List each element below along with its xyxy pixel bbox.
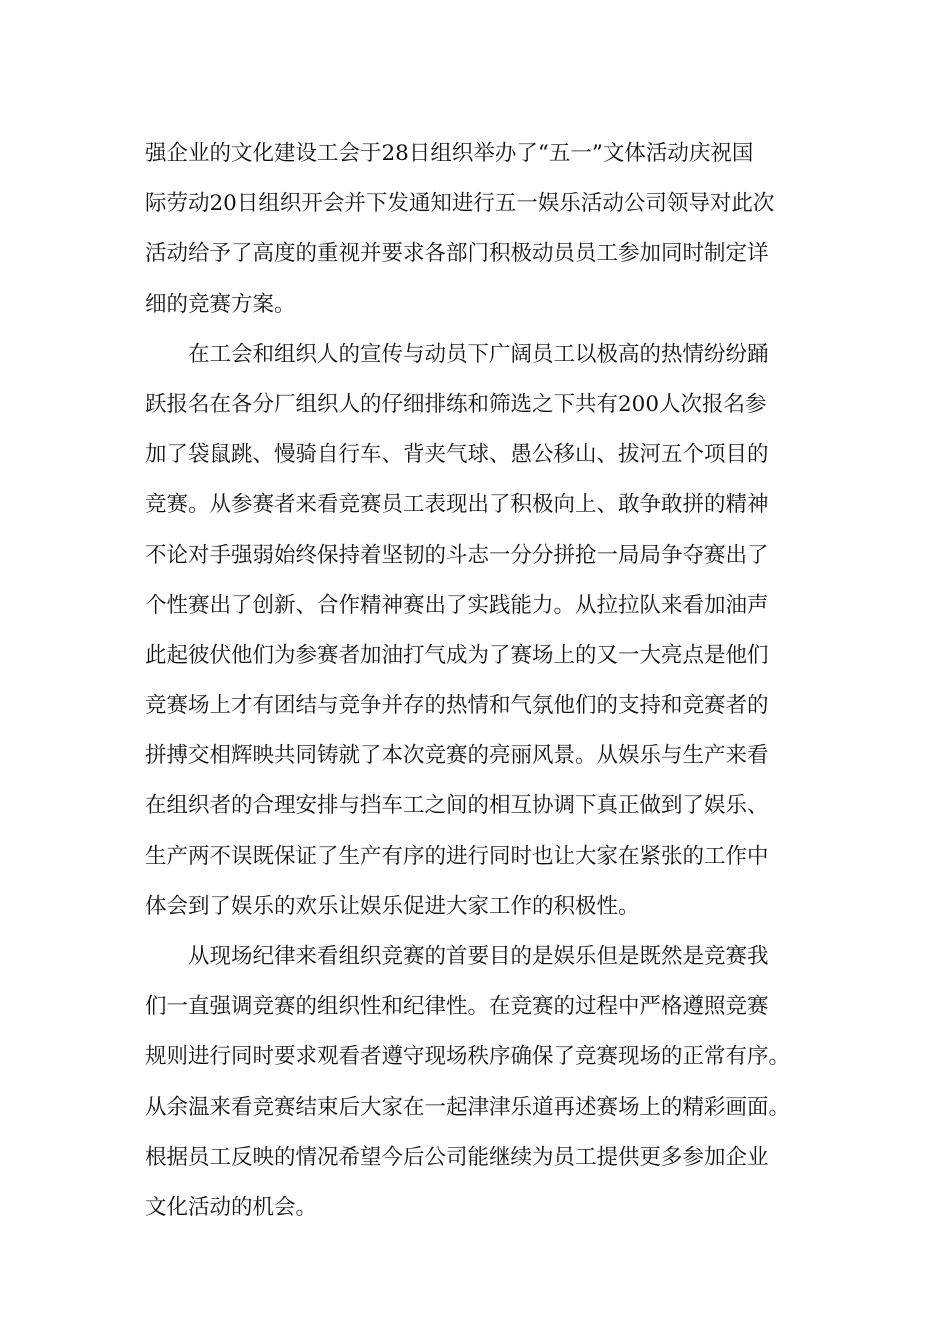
- text-line: 根据员工反映的情况希望今后公司能继续为员工提供更多参加企业: [145, 1144, 769, 1170]
- text-line: 此起彼伏他们为参赛者加油打气成为了赛场上的又一大亮点是他们: [145, 642, 769, 668]
- text-line: 活动给予了高度的重视并要求各部门积极动员员工参加同时制定详: [145, 241, 769, 267]
- paragraph-3: [145, 937, 810, 1238]
- text-line: 强企业的文化建设工会于28日组织举办了“五一”文体活动庆祝国: [145, 141, 754, 166]
- text-line: 拼搏交相辉映共同铸就了本次竞赛的亮丽风景。从娱乐与生产来看: [145, 743, 769, 769]
- text-line: 细的竞赛方案。: [145, 291, 296, 317]
- text-line: 生产两不误既保证了生产有序的进行同时也让大家在紧张的工作中: [145, 843, 769, 869]
- text-line: 个性赛出了创新、合作精神赛出了实践能力。从拉拉队来看加油声: [145, 592, 769, 618]
- text-line: 竞赛场上才有团结与竞争并存的热情和气氛他们的支持和竞赛者的: [145, 693, 769, 719]
- text-line: 规则进行同时要求观看者遵守现场秩序确保了竞赛现场的正常有序。: [145, 1044, 791, 1070]
- text-line: 从余温来看竞赛结束后大家在一起津津乐道再述赛场上的精彩画面。: [145, 1094, 791, 1120]
- text-line: 在组织者的合理安排与挡车工之间的相互协调下真正做到了娱乐、: [145, 793, 769, 819]
- text-line: 竞赛。从参赛者来看竞赛员工表现出了积极向上、敢争敢拼的精神: [145, 492, 769, 518]
- text-line: 在工会和组织人的宣传与动员下广阔员工以极高的热情纷纷踊: [188, 341, 769, 367]
- text-line: 文化活动的机会。: [145, 1194, 318, 1220]
- text-line: 加了袋鼠跳、慢骑自行车、背夹气球、愚公移山、拔河五个项目的: [145, 442, 769, 468]
- text-line: 们一直强调竞赛的组织性和纪律性。在竞赛的过程中严格遵照竞赛: [145, 994, 769, 1020]
- text-line: 从现场纪律来看组织竞赛的首要目的是娱乐但是既然是竞赛我: [188, 944, 769, 969]
- paragraph-2: [145, 335, 810, 937]
- text-line: 体会到了娱乐的欢乐让娱乐促进大家工作的积极性。: [145, 893, 640, 919]
- document-body: [145, 134, 810, 1238]
- text-line: 不论对手强弱始终保持着坚韧的斗志一分分拼抢一局局争夺赛出了: [145, 542, 769, 568]
- text-line: 际劳动20日组织开会并下发通知进行五一娱乐活动公司领导对此次: [145, 191, 775, 217]
- text-line: 跃报名在各分厂组织人的仔细排练和筛选之下共有200人次报名参: [145, 391, 767, 417]
- paragraph-1: [145, 134, 810, 335]
